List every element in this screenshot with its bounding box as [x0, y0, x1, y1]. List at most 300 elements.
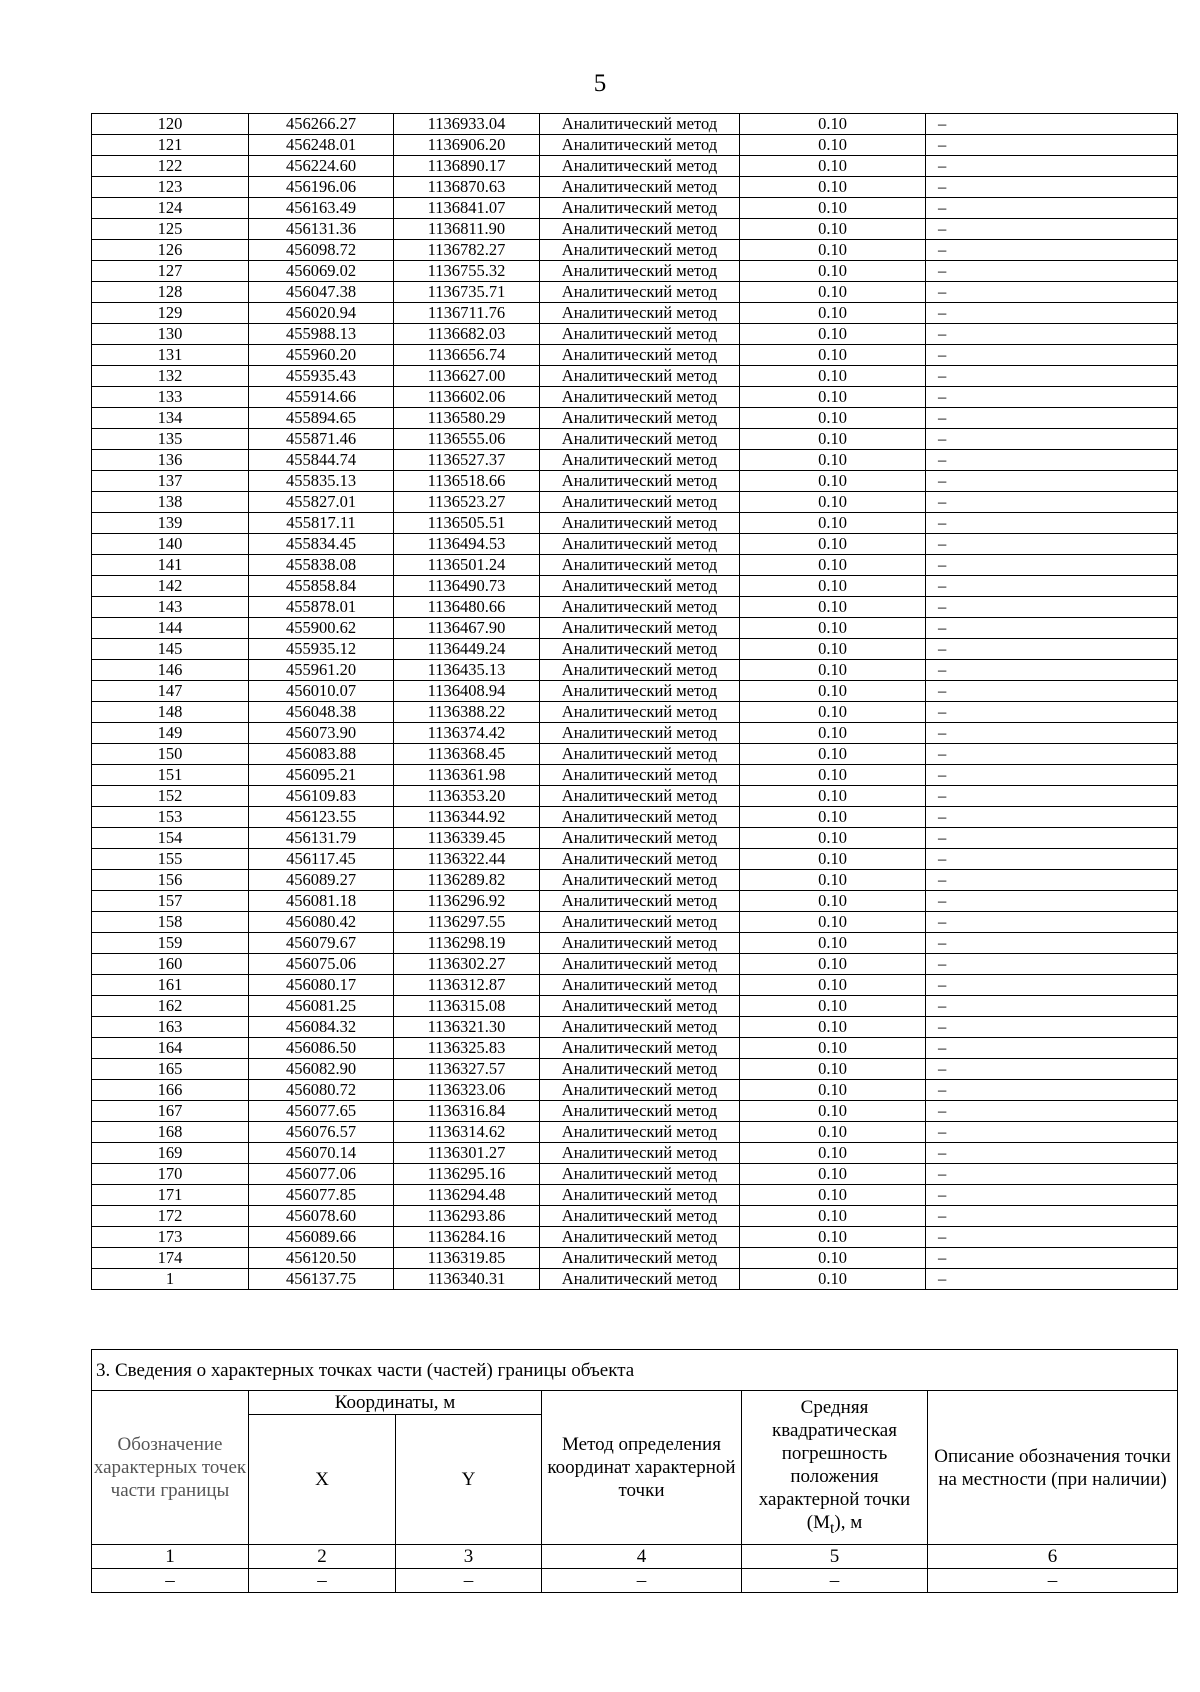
x-coordinate-cell: 456098.72: [249, 240, 394, 261]
precision-cell: 0.10: [740, 219, 926, 240]
description-cell: –: [926, 1143, 1178, 1164]
description-cell: –: [926, 849, 1178, 870]
method-cell: Аналитический метод: [540, 1185, 740, 1206]
precision-cell: 0.10: [740, 198, 926, 219]
point-number-cell: 169: [92, 1143, 249, 1164]
x-coordinate-cell: 455834.45: [249, 534, 394, 555]
description-cell: –: [926, 114, 1178, 135]
method-cell: Аналитический метод: [540, 408, 740, 429]
y-coordinate-cell: 1136340.31: [394, 1269, 540, 1290]
description-cell: –: [926, 429, 1178, 450]
method-cell: Аналитический метод: [540, 576, 740, 597]
precision-cell: 0.10: [740, 765, 926, 786]
x-coordinate-cell: 456047.38: [249, 282, 394, 303]
point-number-cell: 124: [92, 198, 249, 219]
precision-cell: 0.10: [740, 828, 926, 849]
description-cell: –: [926, 681, 1178, 702]
x-coordinate-cell: 456266.27: [249, 114, 394, 135]
precision-cell: 0.10: [740, 975, 926, 996]
y-coordinate-cell: 1136735.71: [394, 282, 540, 303]
method-cell: Аналитический метод: [540, 1017, 740, 1038]
method-cell: Аналитический метод: [540, 975, 740, 996]
y-coordinate-cell: 1136297.55: [394, 912, 540, 933]
table-row: [92, 1080, 1178, 1101]
table-row: [92, 765, 1178, 786]
method-cell: Аналитический метод: [540, 555, 740, 576]
y-coordinate-cell: 1136711.76: [394, 303, 540, 324]
y-coordinate-cell: 1136315.08: [394, 996, 540, 1017]
method-cell: Аналитический метод: [540, 492, 740, 513]
method-cell: Аналитический метод: [540, 1101, 740, 1122]
method-cell: Аналитический метод: [540, 849, 740, 870]
table-row: [92, 723, 1178, 744]
description-cell: –: [926, 1227, 1178, 1248]
table-row: [92, 681, 1178, 702]
table-row: [92, 471, 1178, 492]
x-coordinate-cell: 456010.07: [249, 681, 394, 702]
precision-cell: 0.10: [740, 681, 926, 702]
x-coordinate-cell: 456137.75: [249, 1269, 394, 1290]
precision-cell: 0.10: [740, 366, 926, 387]
y-coordinate-cell: 1136782.27: [394, 240, 540, 261]
table-row: [92, 702, 1178, 723]
table-row: [92, 1038, 1178, 1059]
description-cell: –: [926, 1122, 1178, 1143]
col-number: 3: [396, 1545, 542, 1569]
precision-cell: 0.10: [740, 807, 926, 828]
description-cell: –: [926, 135, 1178, 156]
table-row: [92, 114, 1178, 135]
x-coordinate-cell: 456048.38: [249, 702, 394, 723]
point-number-cell: 171: [92, 1185, 249, 1206]
description-cell: –: [926, 261, 1178, 282]
x-coordinate-cell: 456077.06: [249, 1164, 394, 1185]
method-cell: Аналитический метод: [540, 303, 740, 324]
y-coordinate-cell: 1136501.24: [394, 555, 540, 576]
description-cell: –: [926, 744, 1178, 765]
y-coordinate-cell: 1136527.37: [394, 450, 540, 471]
table-row: [92, 1143, 1178, 1164]
method-cell: Аналитический метод: [540, 828, 740, 849]
point-number-cell: 168: [92, 1122, 249, 1143]
table-row: [92, 492, 1178, 513]
precision-cell: 0.10: [740, 114, 926, 135]
table-row: [92, 870, 1178, 891]
point-number-cell: 174: [92, 1248, 249, 1269]
point-number-cell: 152: [92, 786, 249, 807]
description-cell: –: [926, 177, 1178, 198]
point-number-cell: 1: [92, 1269, 249, 1290]
method-cell: Аналитический метод: [540, 1143, 740, 1164]
y-coordinate-cell: 1136627.00: [394, 366, 540, 387]
description-cell: –: [926, 492, 1178, 513]
precision-cell: 0.10: [740, 534, 926, 555]
x-coordinate-cell: 456082.90: [249, 1059, 394, 1080]
description-cell: –: [926, 1059, 1178, 1080]
y-coordinate-cell: 1136361.98: [394, 765, 540, 786]
y-coordinate-cell: 1136344.92: [394, 807, 540, 828]
table-row: [92, 534, 1178, 555]
x-coordinate-cell: 456069.02: [249, 261, 394, 282]
precision-cell: 0.10: [740, 1143, 926, 1164]
x-coordinate-cell: 456077.65: [249, 1101, 394, 1122]
description-cell: –: [926, 324, 1178, 345]
description-cell: –: [926, 1017, 1178, 1038]
table-row: [92, 261, 1178, 282]
y-coordinate-cell: 1136295.16: [394, 1164, 540, 1185]
method-cell: Аналитический метод: [540, 345, 740, 366]
table-row: [92, 1227, 1178, 1248]
y-coordinate-cell: 1136296.92: [394, 891, 540, 912]
x-coordinate-cell: 456086.50: [249, 1038, 394, 1059]
description-cell: –: [926, 366, 1178, 387]
method-cell: Аналитический метод: [540, 744, 740, 765]
header-precision-tail: ), м: [834, 1511, 863, 1533]
precision-cell: 0.10: [740, 1269, 926, 1290]
method-cell: Аналитический метод: [540, 219, 740, 240]
col-number: 4: [542, 1545, 742, 1569]
point-number-cell: 125: [92, 219, 249, 240]
description-cell: –: [926, 240, 1178, 261]
description-cell: –: [926, 387, 1178, 408]
description-cell: –: [926, 807, 1178, 828]
description-cell: –: [926, 282, 1178, 303]
point-number-cell: 148: [92, 702, 249, 723]
y-coordinate-cell: 1136494.53: [394, 534, 540, 555]
precision-cell: 0.10: [740, 1038, 926, 1059]
y-coordinate-cell: 1136314.62: [394, 1122, 540, 1143]
description-cell: –: [926, 702, 1178, 723]
method-cell: Аналитический метод: [540, 534, 740, 555]
y-coordinate-cell: 1136933.04: [394, 114, 540, 135]
table-row: [92, 912, 1178, 933]
precision-cell: 0.10: [740, 744, 926, 765]
precision-cell: 0.10: [740, 723, 926, 744]
x-coordinate-cell: 456123.55: [249, 807, 394, 828]
y-coordinate-cell: 1136302.27: [394, 954, 540, 975]
y-coordinate-cell: 1136353.20: [394, 786, 540, 807]
point-number-cell: 142: [92, 576, 249, 597]
header-y: Y: [396, 1415, 542, 1545]
method-cell: Аналитический метод: [540, 933, 740, 954]
y-coordinate-cell: 1136368.45: [394, 744, 540, 765]
precision-cell: 0.10: [740, 450, 926, 471]
table-row: [92, 387, 1178, 408]
point-number-cell: 126: [92, 240, 249, 261]
table-row: [92, 807, 1178, 828]
x-coordinate-cell: 456089.66: [249, 1227, 394, 1248]
empty-cell: –: [928, 1569, 1178, 1593]
method-cell: Аналитический метод: [540, 450, 740, 471]
method-cell: Аналитический метод: [540, 177, 740, 198]
point-number-cell: 135: [92, 429, 249, 450]
point-number-cell: 145: [92, 639, 249, 660]
method-cell: Аналитический метод: [540, 891, 740, 912]
method-cell: Аналитический метод: [540, 1269, 740, 1290]
method-cell: Аналитический метод: [540, 765, 740, 786]
table-row: [92, 1248, 1178, 1269]
table-row: [92, 366, 1178, 387]
method-cell: Аналитический метод: [540, 618, 740, 639]
method-cell: Аналитический метод: [540, 198, 740, 219]
description-cell: –: [926, 1101, 1178, 1122]
point-number-cell: 134: [92, 408, 249, 429]
method-cell: Аналитический метод: [540, 1164, 740, 1185]
description-cell: –: [926, 933, 1178, 954]
x-coordinate-cell: 456078.60: [249, 1206, 394, 1227]
precision-cell: 0.10: [740, 429, 926, 450]
x-coordinate-cell: 456076.57: [249, 1122, 394, 1143]
header-precision: [742, 1391, 928, 1545]
table-row: [92, 1164, 1178, 1185]
empty-cell: –: [742, 1569, 928, 1593]
precision-cell: 0.10: [740, 891, 926, 912]
description-cell: –: [926, 786, 1178, 807]
method-cell: Аналитический метод: [540, 660, 740, 681]
x-coordinate-cell: 455935.12: [249, 639, 394, 660]
table-row: [92, 219, 1178, 240]
x-coordinate-cell: 456089.27: [249, 870, 394, 891]
x-coordinate-cell: 456081.18: [249, 891, 394, 912]
point-number-cell: 144: [92, 618, 249, 639]
point-number-cell: 122: [92, 156, 249, 177]
precision-cell: 0.10: [740, 849, 926, 870]
table-row: [92, 1101, 1178, 1122]
point-number-cell: 154: [92, 828, 249, 849]
table-row: [92, 198, 1178, 219]
precision-cell: 0.10: [740, 1059, 926, 1080]
precision-cell: 0.10: [740, 786, 926, 807]
point-number-cell: 172: [92, 1206, 249, 1227]
col-number: 1: [92, 1545, 249, 1569]
description-cell: –: [926, 828, 1178, 849]
precision-cell: 0.10: [740, 933, 926, 954]
precision-cell: 0.10: [740, 513, 926, 534]
y-coordinate-cell: 1136408.94: [394, 681, 540, 702]
table-row: [92, 135, 1178, 156]
col-number: 6: [928, 1545, 1178, 1569]
point-number-cell: 162: [92, 996, 249, 1017]
y-coordinate-cell: 1136325.83: [394, 1038, 540, 1059]
precision-cell: 0.10: [740, 1122, 926, 1143]
precision-cell: 0.10: [740, 324, 926, 345]
header-x: X: [249, 1415, 396, 1545]
method-cell: Аналитический метод: [540, 324, 740, 345]
precision-cell: 0.10: [740, 996, 926, 1017]
y-coordinate-cell: 1136518.66: [394, 471, 540, 492]
description-cell: –: [926, 555, 1178, 576]
y-coordinate-cell: 1136339.45: [394, 828, 540, 849]
description-cell: –: [926, 219, 1178, 240]
point-number-cell: 155: [92, 849, 249, 870]
x-coordinate-cell: 456080.17: [249, 975, 394, 996]
empty-cell: –: [396, 1569, 542, 1593]
y-coordinate-cell: 1136906.20: [394, 135, 540, 156]
method-cell: Аналитический метод: [540, 1080, 740, 1101]
precision-cell: 0.10: [740, 1206, 926, 1227]
point-number-cell: 120: [92, 114, 249, 135]
x-coordinate-cell: 456248.01: [249, 135, 394, 156]
method-cell: Аналитический метод: [540, 1248, 740, 1269]
description-cell: –: [926, 303, 1178, 324]
table-row: [92, 618, 1178, 639]
description-cell: –: [926, 1248, 1178, 1269]
description-cell: –: [926, 576, 1178, 597]
table-row: [92, 828, 1178, 849]
point-number-cell: 150: [92, 744, 249, 765]
point-number-cell: 165: [92, 1059, 249, 1080]
x-coordinate-cell: 455827.01: [249, 492, 394, 513]
description-cell: –: [926, 870, 1178, 891]
method-cell: Аналитический метод: [540, 471, 740, 492]
description-cell: –: [926, 912, 1178, 933]
table-row: [92, 1017, 1178, 1038]
y-coordinate-cell: 1136323.06: [394, 1080, 540, 1101]
x-coordinate-cell: 455871.46: [249, 429, 394, 450]
point-number-cell: 173: [92, 1227, 249, 1248]
y-coordinate-cell: 1136289.82: [394, 870, 540, 891]
point-number-cell: 164: [92, 1038, 249, 1059]
description-cell: –: [926, 975, 1178, 996]
x-coordinate-cell: 455878.01: [249, 597, 394, 618]
point-number-cell: 147: [92, 681, 249, 702]
description-cell: –: [926, 891, 1178, 912]
header-method: Метод определения координат характерной точки: [542, 1391, 742, 1545]
precision-cell: 0.10: [740, 870, 926, 891]
precision-cell: 0.10: [740, 303, 926, 324]
y-coordinate-cell: 1136301.27: [394, 1143, 540, 1164]
precision-cell: 0.10: [740, 408, 926, 429]
method-cell: Аналитический метод: [540, 282, 740, 303]
y-coordinate-cell: 1136388.22: [394, 702, 540, 723]
y-coordinate-cell: 1136890.17: [394, 156, 540, 177]
method-cell: Аналитический метод: [540, 1059, 740, 1080]
precision-cell: 0.10: [740, 282, 926, 303]
description-cell: –: [926, 450, 1178, 471]
empty-cell: –: [542, 1569, 742, 1593]
point-number-cell: 129: [92, 303, 249, 324]
table-row: [92, 576, 1178, 597]
point-number-cell: 139: [92, 513, 249, 534]
x-coordinate-cell: 456070.14: [249, 1143, 394, 1164]
precision-cell: 0.10: [740, 912, 926, 933]
table-row: [92, 1185, 1178, 1206]
x-coordinate-cell: 456073.90: [249, 723, 394, 744]
header-coords-group: Координаты, м: [249, 1391, 542, 1415]
col-number: 2: [249, 1545, 396, 1569]
point-number-cell: 137: [92, 471, 249, 492]
precision-cell: 0.10: [740, 597, 926, 618]
y-coordinate-cell: 1136870.63: [394, 177, 540, 198]
precision-cell: 0.10: [740, 639, 926, 660]
precision-cell: 0.10: [740, 1017, 926, 1038]
y-coordinate-cell: 1136841.07: [394, 198, 540, 219]
description-cell: –: [926, 765, 1178, 786]
y-coordinate-cell: 1136322.44: [394, 849, 540, 870]
method-cell: Аналитический метод: [540, 387, 740, 408]
table-row: [92, 450, 1178, 471]
y-coordinate-cell: 1136523.27: [394, 492, 540, 513]
x-coordinate-cell: 455894.65: [249, 408, 394, 429]
point-number-cell: 163: [92, 1017, 249, 1038]
y-coordinate-cell: 1136682.03: [394, 324, 540, 345]
y-coordinate-cell: 1136480.66: [394, 597, 540, 618]
precision-cell: 0.10: [740, 156, 926, 177]
x-coordinate-cell: 455844.74: [249, 450, 394, 471]
precision-cell: 0.10: [740, 135, 926, 156]
y-coordinate-cell: 1136755.32: [394, 261, 540, 282]
description-cell: –: [926, 996, 1178, 1017]
x-coordinate-cell: 455900.62: [249, 618, 394, 639]
table-row: [92, 1122, 1178, 1143]
method-cell: Аналитический метод: [540, 1227, 740, 1248]
precision-cell: 0.10: [740, 345, 926, 366]
table-row: [92, 996, 1178, 1017]
table-row: [92, 324, 1178, 345]
x-coordinate-cell: 456081.25: [249, 996, 394, 1017]
precision-cell: 0.10: [740, 660, 926, 681]
empty-cell: –: [249, 1569, 396, 1593]
section3-table: [91, 1349, 1178, 1593]
x-coordinate-cell: 455914.66: [249, 387, 394, 408]
method-cell: Аналитический метод: [540, 366, 740, 387]
x-coordinate-cell: 455960.20: [249, 345, 394, 366]
x-coordinate-cell: 456084.32: [249, 1017, 394, 1038]
precision-cell: 0.10: [740, 1101, 926, 1122]
y-coordinate-cell: 1136284.16: [394, 1227, 540, 1248]
precision-cell: 0.10: [740, 1227, 926, 1248]
point-number-cell: 128: [92, 282, 249, 303]
table-row: [92, 744, 1178, 765]
y-coordinate-cell: 1136467.90: [394, 618, 540, 639]
x-coordinate-cell: 455858.84: [249, 576, 394, 597]
table-row: [92, 156, 1178, 177]
description-cell: –: [926, 954, 1178, 975]
description-cell: –: [926, 1038, 1178, 1059]
point-number-cell: 121: [92, 135, 249, 156]
y-coordinate-cell: 1136298.19: [394, 933, 540, 954]
description-cell: –: [926, 471, 1178, 492]
table-row: [92, 513, 1178, 534]
point-number-cell: 157: [92, 891, 249, 912]
x-coordinate-cell: 456020.94: [249, 303, 394, 324]
description-cell: –: [926, 408, 1178, 429]
x-coordinate-cell: 456080.72: [249, 1080, 394, 1101]
table-row: [92, 849, 1178, 870]
point-number-cell: 123: [92, 177, 249, 198]
point-number-cell: 170: [92, 1164, 249, 1185]
table-row: [92, 891, 1178, 912]
precision-cell: 0.10: [740, 1080, 926, 1101]
y-coordinate-cell: 1136435.13: [394, 660, 540, 681]
point-number-cell: 133: [92, 387, 249, 408]
precision-cell: 0.10: [740, 177, 926, 198]
table-row: [92, 933, 1178, 954]
method-cell: Аналитический метод: [540, 240, 740, 261]
x-coordinate-cell: 455817.11: [249, 513, 394, 534]
y-coordinate-cell: 1136505.51: [394, 513, 540, 534]
table-row: [92, 954, 1178, 975]
point-number-cell: 130: [92, 324, 249, 345]
method-cell: Аналитический метод: [540, 870, 740, 891]
point-number-cell: 166: [92, 1080, 249, 1101]
precision-cell: 0.10: [740, 618, 926, 639]
x-coordinate-cell: 456163.49: [249, 198, 394, 219]
y-coordinate-cell: 1136319.85: [394, 1248, 540, 1269]
y-coordinate-cell: 1136316.84: [394, 1101, 540, 1122]
point-number-cell: 140: [92, 534, 249, 555]
x-coordinate-cell: 455961.20: [249, 660, 394, 681]
